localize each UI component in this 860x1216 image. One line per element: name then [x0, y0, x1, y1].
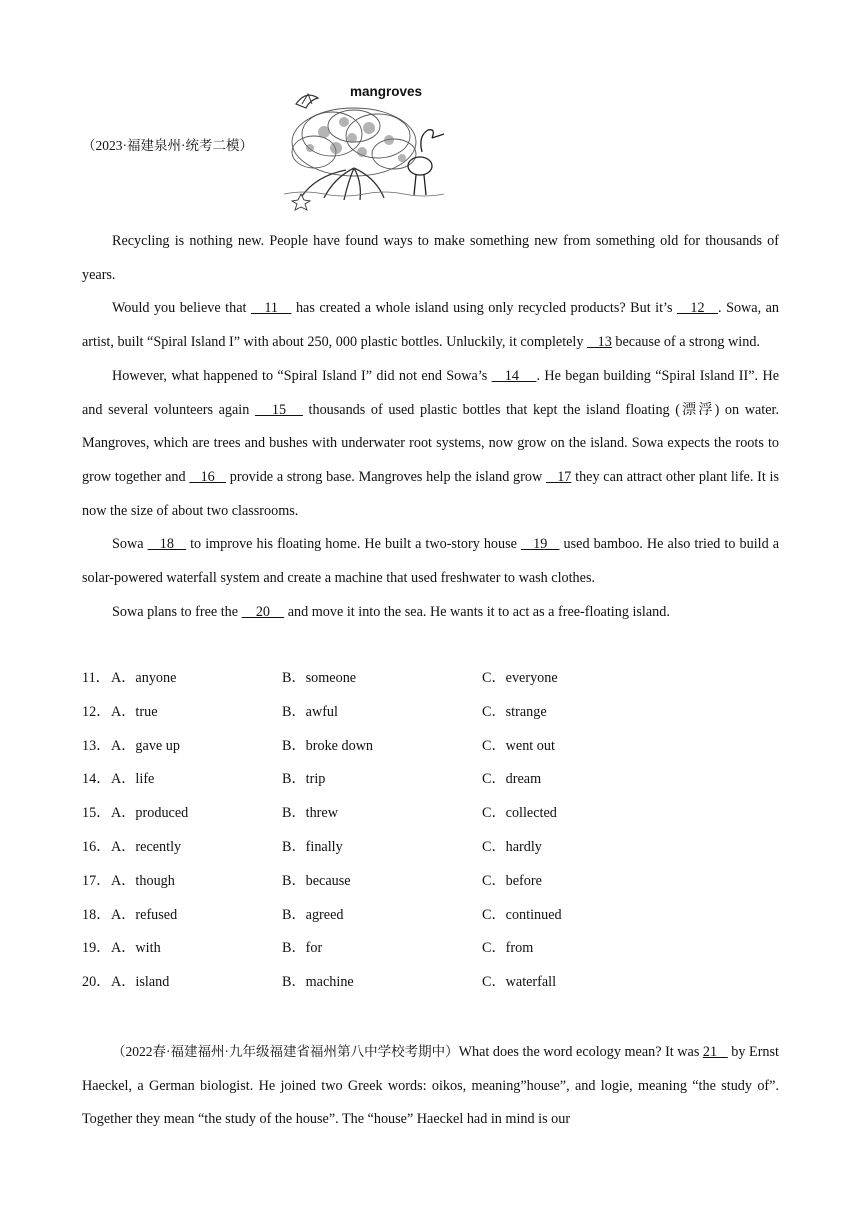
- option-row: [82, 966, 779, 1000]
- option-b[interactable]: B．awful: [282, 703, 338, 720]
- option-row: [82, 932, 779, 966]
- option-a[interactable]: A．life: [111, 771, 155, 788]
- option-row: [82, 730, 779, 764]
- mangrove-drawing: [274, 82, 452, 212]
- question-number: 17．: [82, 872, 111, 889]
- option-c[interactable]: C．everyone: [482, 670, 558, 686]
- paragraph-text: and move it into the sea. He wants it to act as a free-floating island.: [284, 603, 670, 620]
- blank-17[interactable]: 17: [545, 468, 572, 485]
- option-c[interactable]: C．dream: [482, 771, 542, 788]
- options-list: [82, 662, 779, 1000]
- paragraph-text: Sowa: [112, 536, 148, 553]
- blank-21[interactable]: 21: [702, 1044, 728, 1060]
- option-row: [82, 865, 779, 899]
- blank-18[interactable]: 18: [147, 536, 187, 553]
- passage-2: [82, 1035, 779, 1137]
- paragraph-text: has created a whole island using only recycled products? But it’s: [291, 300, 677, 317]
- paragraph-text: by Ernst Haeckel, a German biologist. He joined two Greek words: oikos, meaning”house”, and logie, meaning “the study of”. Together they mean “the study of the house”. The “house” Haeckel had in mind is our: [82, 1044, 779, 1128]
- paragraph-text: . He began building “Spiral Island II”. He and several volunteers again: [82, 367, 780, 418]
- paragraph-1: [82, 1035, 779, 1137]
- question-number: 11．: [82, 670, 110, 686]
- paragraph-1: [82, 225, 779, 292]
- option-a[interactable]: A．island: [111, 974, 170, 991]
- option-c[interactable]: C．hardly: [482, 838, 542, 855]
- option-a[interactable]: A．recently: [111, 838, 182, 855]
- option-c[interactable]: C．before: [482, 872, 542, 889]
- option-b[interactable]: B．trip: [282, 771, 326, 788]
- option-c[interactable]: C．waterfall: [482, 974, 557, 991]
- blank-20[interactable]: 20: [241, 603, 285, 620]
- paragraph-text: Would you believe that: [112, 300, 251, 317]
- paragraph-text: to improve his floating home. He built a two-story house: [186, 536, 521, 553]
- picture-label: mangroves: [350, 84, 423, 99]
- blank-11[interactable]: 11: [250, 300, 292, 317]
- paragraph-text: . Sowa, an artist, built “Spiral Island I” with about 250, 000 plastic bottles. Unluckily, it completely: [82, 300, 780, 351]
- option-a[interactable]: A．though: [111, 872, 175, 889]
- option-a[interactable]: A．refused: [111, 906, 178, 923]
- option-c[interactable]: C．collected: [482, 805, 557, 822]
- paragraph-3: [82, 360, 779, 529]
- paragraph-text: provide a strong base. Mangroves help the island grow: [226, 468, 546, 485]
- option-row: [82, 899, 779, 933]
- paragraph-text: Recycling is nothing new. People have found ways to make something new from something old for thousands of years.: [82, 233, 779, 283]
- question-number: 13．: [82, 737, 111, 754]
- blank-19[interactable]: 19: [521, 536, 560, 553]
- question-number: 15．: [82, 805, 111, 822]
- option-b[interactable]: B．because: [282, 872, 351, 889]
- question-number: 20．: [82, 974, 111, 991]
- source-label: （2022春·福建福州·九年级福建省福州第八中学校考期中）: [112, 1044, 459, 1059]
- option-a[interactable]: A．true: [111, 703, 158, 720]
- option-row: [82, 831, 779, 865]
- option-b[interactable]: B．threw: [282, 805, 338, 822]
- option-row: [82, 696, 779, 730]
- question-number: 19．: [82, 940, 111, 957]
- option-a[interactable]: A．anyone: [111, 670, 177, 686]
- blank-16[interactable]: 16: [189, 468, 227, 485]
- blank-13[interactable]: 13: [587, 334, 612, 351]
- mangroves-illustration: [274, 82, 452, 212]
- option-b[interactable]: B．broke down: [282, 737, 374, 754]
- blank-15[interactable]: 15: [254, 401, 303, 418]
- option-a[interactable]: A．gave up: [111, 737, 180, 754]
- blank-12[interactable]: 12: [676, 300, 719, 317]
- option-c[interactable]: C．continued: [482, 906, 562, 923]
- question-header: [82, 80, 482, 220]
- option-a[interactable]: A．with: [111, 940, 161, 957]
- option-row: [82, 763, 779, 797]
- question-number: 18．: [82, 906, 111, 923]
- paragraph-text: Sowa plans to free the: [112, 603, 242, 620]
- paragraph-text: because of a strong wind.: [611, 334, 760, 351]
- paragraph-2: [82, 292, 779, 359]
- paragraph-text: thousands of used plastic bottles that kept the island floating (漂浮) on water. Mangroves, which are trees and bushes with underwater root systems, now grow on the island. Sowa expects the roots to grow together and: [82, 401, 780, 485]
- option-b[interactable]: B．for: [282, 940, 323, 957]
- option-a[interactable]: A．produced: [111, 805, 189, 822]
- passage-1: [82, 225, 779, 629]
- option-b[interactable]: B．agreed: [282, 906, 344, 923]
- option-row: [82, 797, 779, 831]
- paragraph-text: they can attract other plant life. It is now the size of about two classrooms.: [82, 468, 780, 519]
- question-number: 12．: [82, 703, 111, 720]
- paragraph-text: used bamboo. He also tried to build a solar-powered waterfall system and create a machine that used freshwater to wash clothes.: [82, 536, 780, 587]
- option-c[interactable]: C．strange: [482, 703, 547, 720]
- paragraph-4: [82, 528, 779, 595]
- blank-14[interactable]: 14: [491, 367, 537, 384]
- paragraph-text: What does the word ecology mean? It was: [458, 1044, 703, 1060]
- paragraph-5: [82, 596, 779, 630]
- paragraph-text: However, what happened to “Spiral Island I” did not end Sowa’s: [112, 367, 492, 384]
- option-b[interactable]: B．someone: [282, 670, 357, 686]
- option-c[interactable]: C．went out: [482, 737, 555, 754]
- option-b[interactable]: B．finally: [282, 838, 343, 855]
- question-number: 16．: [82, 838, 111, 855]
- option-row: [82, 662, 779, 696]
- source-label: （2023·福建泉州·统考二模）: [82, 138, 253, 153]
- question-number: 14．: [82, 771, 111, 788]
- option-c[interactable]: C．from: [482, 940, 534, 957]
- option-b[interactable]: B．machine: [282, 974, 354, 991]
